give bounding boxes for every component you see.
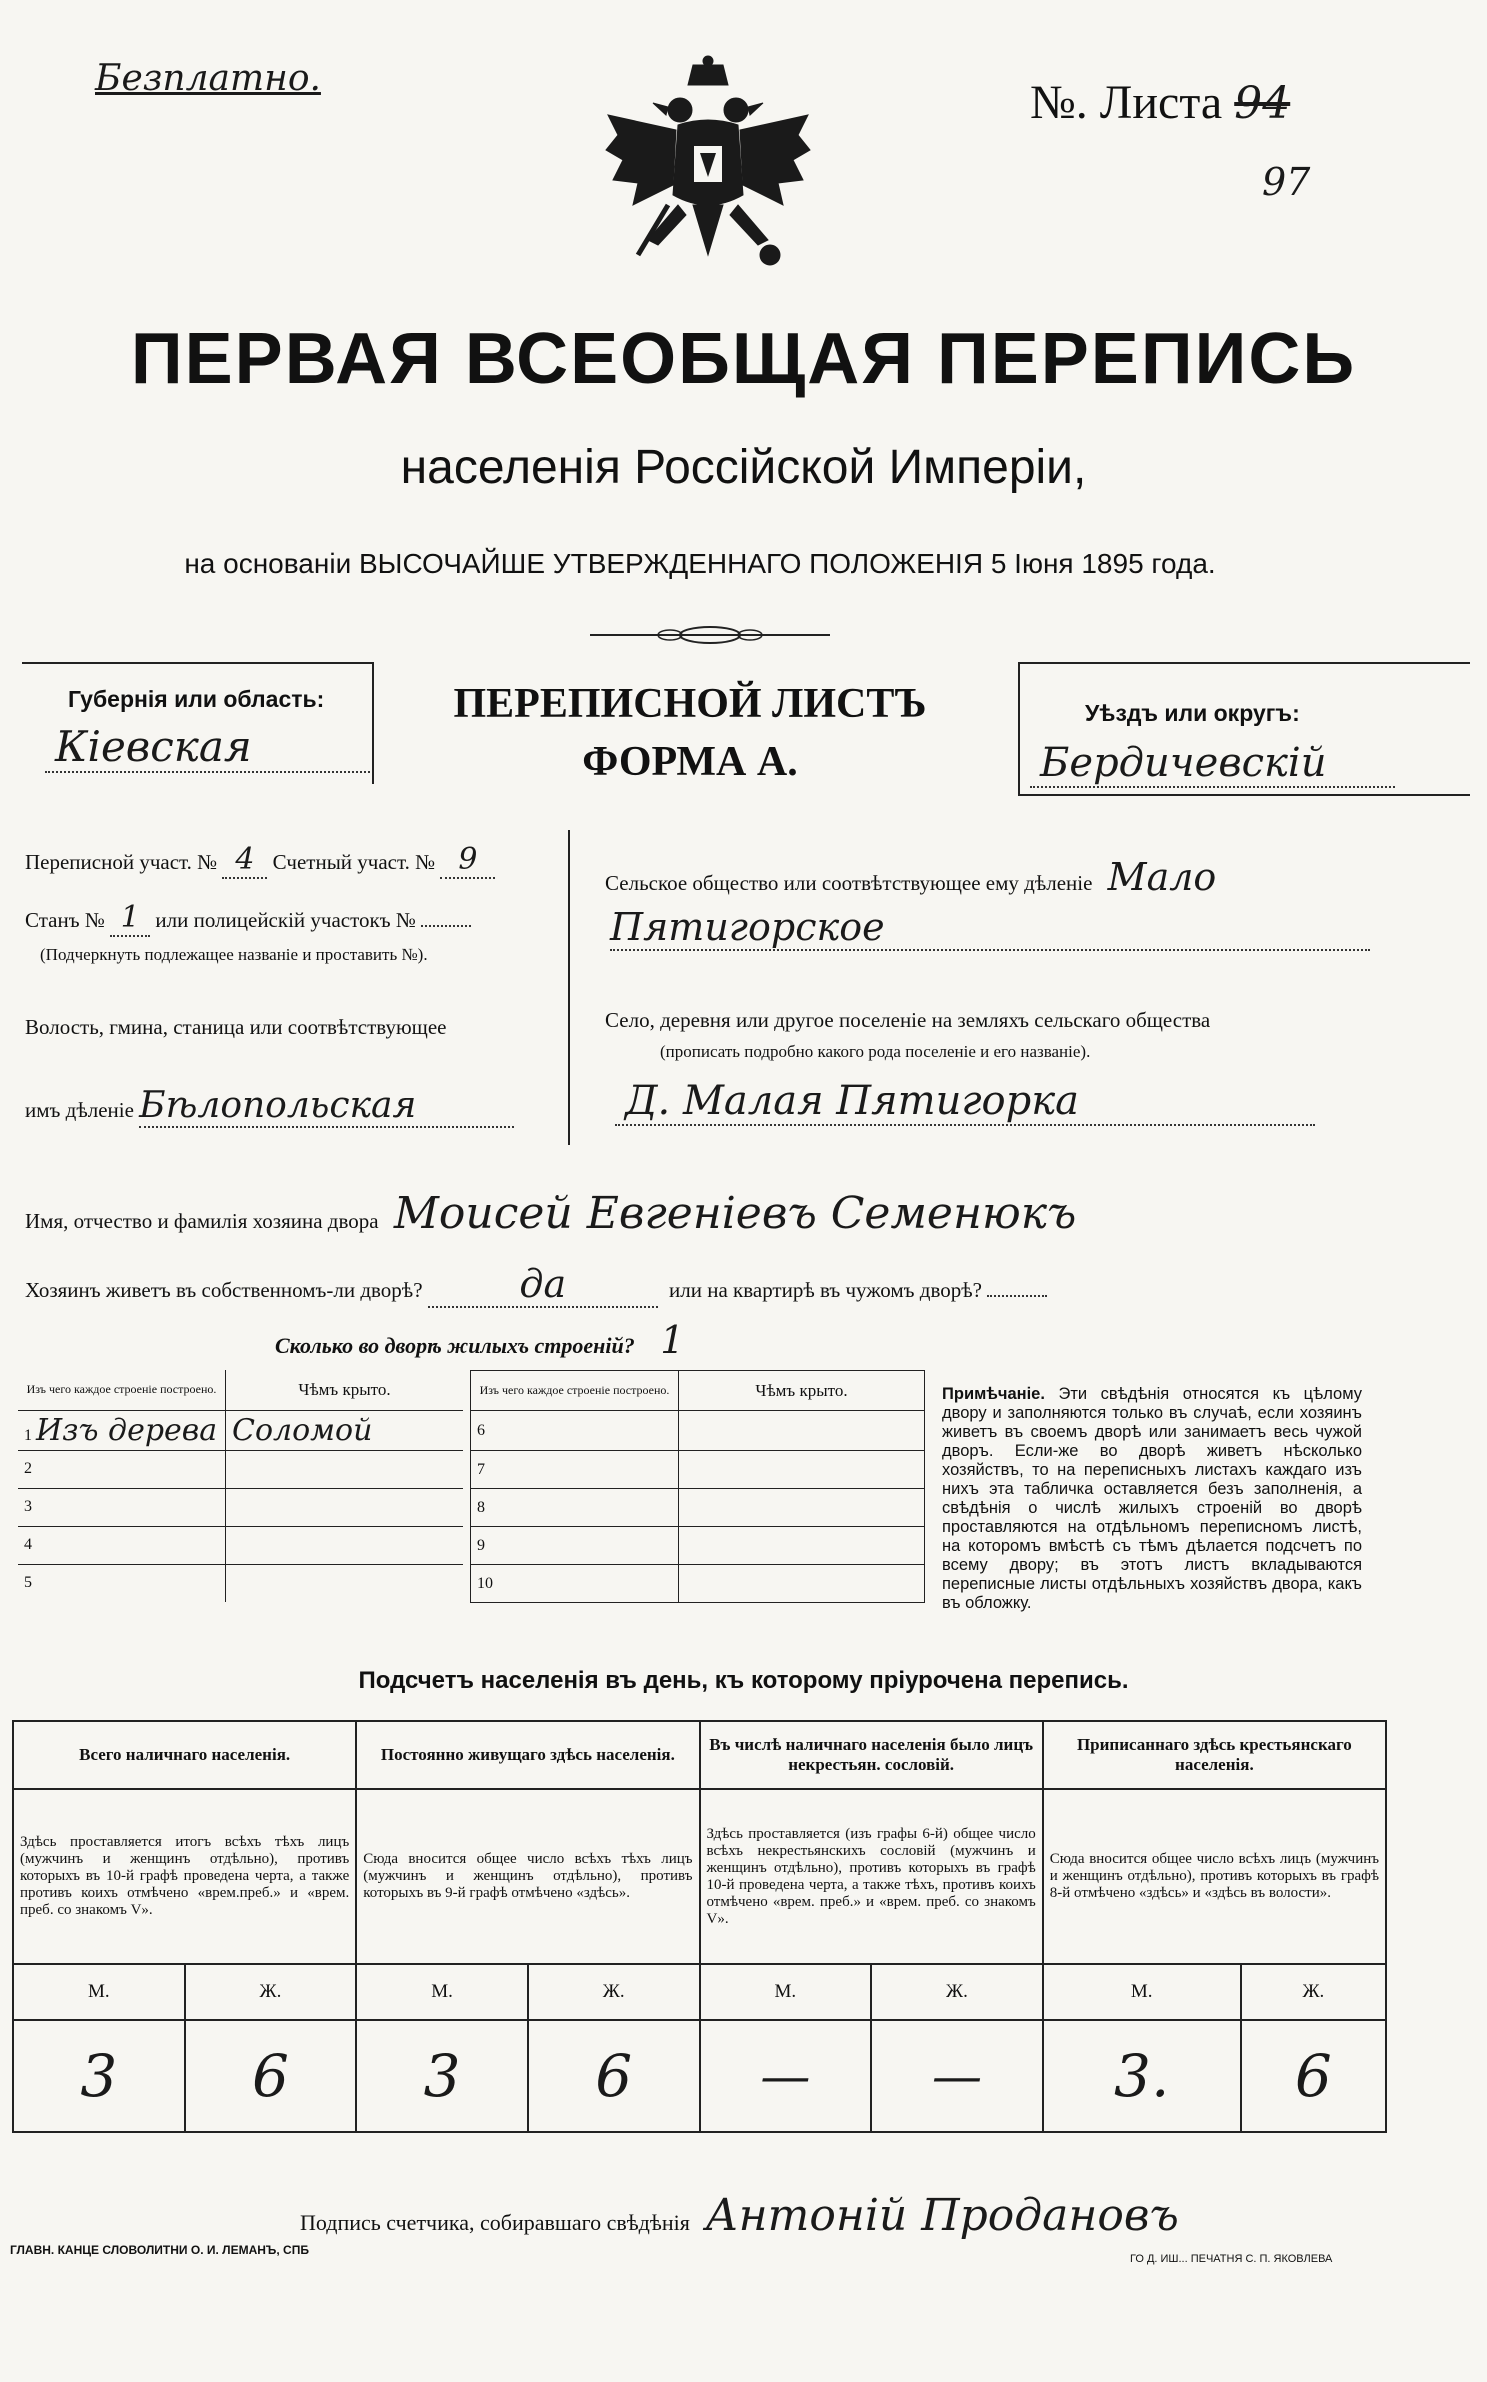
pop-head-2: Постоянно живущаго здѣсь населенія. [356, 1721, 699, 1789]
buildings-table-right [470, 1370, 925, 1603]
pop-m-label-2: М. [356, 1964, 528, 2020]
free-label: Безплатно. [95, 58, 321, 99]
rent-label: или на квартирѣ въ чужомъ дворѣ? [669, 1278, 982, 1302]
building-roof-6 [679, 1411, 925, 1451]
pop-head-1: Всего наличнаго населенія. [13, 1721, 356, 1789]
census-district-value: 4 [222, 842, 267, 879]
pop-m-value-1: 3 [13, 2020, 185, 2132]
footer-left: ГЛАВН. КАНЦЕ СЛОВОЛИТНИ О. И. ЛЕМАНЪ, СПБ [10, 2243, 309, 2257]
building-row-1: 1 Изъ дерева [18, 1410, 226, 1450]
left-note: (Подчеркнуть подлежащее названіе и проставить №). [40, 945, 428, 964]
building-roof-2 [226, 1450, 464, 1488]
counting-district-label: Счетный участ. № [272, 850, 436, 874]
society-line [605, 855, 1216, 899]
sheet-label: №. Листа [1030, 76, 1223, 129]
page-title: ПЕРВАЯ ВСЕОБЩАЯ ПЕРЕПИСЬ [130, 319, 1357, 399]
head-material: Изъ чего каждое строеніе построено. [18, 1370, 226, 1410]
society-value-1: Мало [1107, 855, 1217, 899]
census-district-label: Переписной участ. № [25, 850, 218, 874]
guberniya-value: Кіевская [45, 722, 370, 773]
building-roof-9 [679, 1527, 925, 1565]
volost-label: Волость, гмина, станица или соотвѣтствующее [25, 1015, 447, 1039]
police-label: или полицейскій участокъ № [155, 908, 416, 932]
stan-line [25, 900, 471, 937]
pop-m-label-1: М. [13, 1964, 185, 2020]
signature-line [300, 2190, 1179, 2241]
pop-desc-4: Сюда вносится общее число всѣхъ лицъ (мужчинъ и женщинъ отдѣльно), противъ которыхъ въ графѣ 8-й отмѣчено «здѣсь» и «здѣсь въ волости». [1043, 1789, 1386, 1964]
population-table [12, 1720, 1387, 2133]
police-value [421, 925, 471, 927]
building-roof-5 [226, 1564, 464, 1602]
village-note: (прописать подробно какого рода поселеніе и его названіе). [660, 1042, 1091, 1061]
population-title: Подсчетъ населенія въ день, къ которому пріурочена перепись. [358, 1667, 1129, 1694]
buildings-count-value: 1 [660, 1318, 685, 1362]
pop-head-4: Приписаннаго здѣсь крестьянскаго населенія. [1043, 1721, 1386, 1789]
head-roof: Чѣмъ крыто. [226, 1370, 464, 1410]
pop-f-label-1: Ж. [185, 1964, 357, 2020]
volost-label-2: имъ дѣленіе [25, 1098, 134, 1122]
building-row-4: 4 [18, 1526, 226, 1564]
signature-label: Подпись счетчика, собиравшаго свѣдѣнія [300, 2210, 690, 2235]
pop-f-value-2: 6 [528, 2020, 700, 2132]
basis-line: на основаніи ВЫСОЧАЙШЕ УТВЕРЖДЕННАГО ПОЛОЖЕНІЯ 5 Іюня 1895 года. [184, 548, 1216, 579]
note-block [942, 1385, 1362, 1613]
head-roof-2: Чѣмъ крыто. [679, 1371, 925, 1411]
ornament-divider [585, 620, 835, 650]
pop-f-label-2: Ж. [528, 1964, 700, 2020]
counting-district-value: 9 [440, 842, 495, 879]
building-row-2: 2 [18, 1450, 226, 1488]
census-district-line [25, 842, 495, 879]
building-roof-8 [679, 1489, 925, 1527]
building-roof-4 [226, 1526, 464, 1564]
pop-m-label-3: М. [700, 1964, 872, 2020]
building-row-5: 5 [18, 1564, 226, 1602]
pop-desc-1: Здѣсь проставляется итогъ всѣхъ тѣхъ лицъ (мужчинъ и женщинъ отдѣльно), противъ которыхъ въ 10-й графѣ проведена черта, а также противъ коихъ отмѣчено «врем.преб.» и «врем. преб. со знакомъ V». [13, 1789, 356, 1964]
stan-value: 1 [110, 900, 150, 937]
own-yard-value: да [428, 1262, 658, 1308]
volost-value: Бѣлопольская [139, 1085, 514, 1128]
column-divider [568, 830, 570, 1145]
society-label: Сельское общество или соотвѣтствующее ему дѣленіе [605, 871, 1093, 895]
sheet-number-label [1030, 75, 1290, 130]
owner-name-line [25, 1188, 1076, 1239]
pop-f-value-3: — [871, 2020, 1043, 2132]
pop-m-value-4: 3. [1043, 2020, 1241, 2132]
form-title: ПЕРЕПИСНОЙ ЛИСТЪ [453, 681, 927, 727]
footer-right: ГО Д. ИШ... ПЕЧАТНЯ С. П. ЯКОВЛЕВА [1130, 2253, 1333, 2265]
head-material-2: Изъ чего каждое строеніе построено. [471, 1371, 679, 1411]
sheet-number-struck: 94 [1234, 78, 1291, 129]
note-text: Эти свѣдѣнія относятся къ цѣлому двору и заполняются только въ случаѣ, если хозяинъ живетъ въ своемъ дворѣ или занимаетъ весь чужой дворъ. Если-же во дворѣ живетъ нѣсколько хозяйствъ, то на переписныхъ листахъ каждаго изъ нихъ эта табличка оставляется безъ заполненія, а свѣдѣнія о числѣ жилыхъ строеній во дворѣ проставляются на отдѣльномъ переписномъ листѣ, на которомъ вмѣстѣ съ тѣмъ дѣлается подсчетъ по всему двору; въ этотъ листъ вкладываются переписные листы отдѣльныхъ хозяйствъ двора, какъ въ обложку. [942, 1385, 1362, 1612]
note-title: Примѣчаніе. [942, 1385, 1045, 1403]
owner-name-value: Моисей Евгеніевъ Семенюкъ [393, 1188, 1077, 1239]
page-subtitle: населенія Россійской Имперіи, [400, 441, 1087, 494]
building-row-9: 9 [471, 1527, 679, 1565]
pop-desc-2: Сюда вносится общее число всѣхъ тѣхъ лицъ (мужчинъ и женщинъ отдѣльно), противъ которыхъ въ 9-й графѣ отмѣчено «здѣсь». [356, 1789, 699, 1964]
building-row-7: 7 [471, 1451, 679, 1489]
building-row-6: 6 [471, 1411, 679, 1451]
building-roof-1: Соломой [226, 1410, 464, 1450]
pop-m-value-3: — [700, 2020, 872, 2132]
uezd-label: Уѣздъ или округъ: [1085, 700, 1300, 726]
pop-desc-3: Здѣсь проставляется (изъ графы 6-й) общее число всѣхъ некрестьянскихъ сословій (мужчинъ и женщинъ отдѣльно), противъ которыхъ въ графѣ 10-й проведена черта, а также тѣхъ, противъ коихъ отмѣчено «врем. преб.» и «врем. преб. со знакомъ V». [700, 1789, 1043, 1964]
rent-value [987, 1295, 1047, 1297]
building-roof-10 [679, 1565, 925, 1603]
building-roof-3 [226, 1488, 464, 1526]
owner-residence-line [25, 1262, 1047, 1308]
building-row-8: 8 [471, 1489, 679, 1527]
volost-line [25, 1085, 514, 1128]
building-roof-7 [679, 1451, 925, 1489]
own-yard-label: Хозяинъ живетъ въ собственномъ-ли дворѣ? [25, 1278, 423, 1302]
pop-f-label-4: Ж. [1241, 1964, 1386, 2020]
owner-name-label: Имя, отчество и фамилія хозяина двора [25, 1209, 379, 1233]
village-value: Д. Малая Пятигорка [615, 1078, 1315, 1126]
building-row-3: 3 [18, 1488, 226, 1526]
stan-label: Станъ № [25, 908, 105, 932]
guberniya-label: Губернія или область: [68, 686, 325, 712]
signature-value: Антоній Продановъ [705, 2190, 1179, 2241]
form-subtitle: ФОРМА А. [582, 739, 798, 785]
buildings-count-label: Сколько во дворѣ жилыхъ строеній? [275, 1333, 635, 1358]
imperial-eagle-emblem [598, 55, 818, 295]
pop-head-3: Въ числѣ наличнаго населенія было лицъ некрестьян. сословій. [700, 1721, 1043, 1789]
buildings-table-left [18, 1370, 463, 1602]
building-row-10: 10 [471, 1565, 679, 1603]
pop-f-value-1: 6 [185, 2020, 357, 2132]
society-value-2: Пятигорское [610, 905, 1370, 951]
sheet-number: 97 [1262, 160, 1311, 204]
pop-f-value-4: 6 [1241, 2020, 1386, 2132]
pop-f-label-3: Ж. [871, 1964, 1043, 2020]
buildings-count-line [275, 1318, 684, 1362]
uezd-value: Бердичевскій [1030, 740, 1395, 788]
village-label: Село, деревня или другое поселеніе на земляхъ сельскаго общества [605, 1008, 1211, 1032]
pop-m-label-4: М. [1043, 1964, 1241, 2020]
pop-m-value-2: 3 [356, 2020, 528, 2132]
